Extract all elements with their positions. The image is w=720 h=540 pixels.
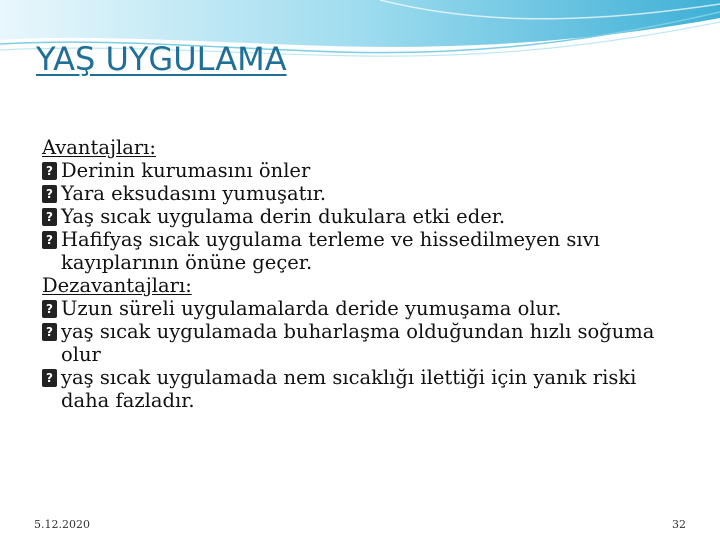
list-item-text: Yara eksudasını yumuşatır. (61, 182, 327, 205)
list-item (42, 205, 682, 228)
footer-page-number: 32 (672, 518, 686, 531)
section-disadvantages (42, 274, 682, 412)
list-item-text: Yaş sıcak uygulama derin dukulara etki eder. (61, 205, 506, 228)
list-item (42, 182, 682, 205)
bullet-icon (42, 208, 57, 226)
list-item (42, 159, 682, 182)
list-item-text: Uzun süreli uygulamalarda deride yumuşama olur. (61, 297, 562, 320)
bullet-icon (42, 162, 57, 180)
list-item (42, 297, 682, 320)
footer-date: 5.12.2020 (34, 518, 90, 531)
list-item-text: Hafifyaş sıcak uygulama terleme ve hissedilmeyen sıvı kayıplarının önüne geçer. (61, 228, 600, 274)
section-advantages (42, 136, 682, 274)
bullet-icon (42, 369, 57, 387)
section-heading: Avantajları: (42, 136, 156, 159)
slide-title: YAŞ UYGULAMA (36, 40, 287, 78)
bullet-icon (42, 300, 57, 318)
list-item-text: yaş sıcak uygulamada nem sıcaklığı ilettiği için yanık riski daha fazladır. (61, 366, 637, 412)
list-item (42, 228, 682, 274)
bullet-icon (42, 231, 57, 249)
list-item (42, 366, 682, 412)
section-heading: Dezavantajları: (42, 274, 192, 297)
bullet-icon (42, 185, 57, 203)
content-body (42, 136, 682, 412)
list-item (42, 320, 682, 366)
list-item-text: yaş sıcak uygulamada buharlaşma olduğundan hızlı soğuma olur (61, 320, 655, 366)
list-item-text: Derinin kurumasını önler (61, 159, 311, 182)
bullet-icon (42, 323, 57, 341)
